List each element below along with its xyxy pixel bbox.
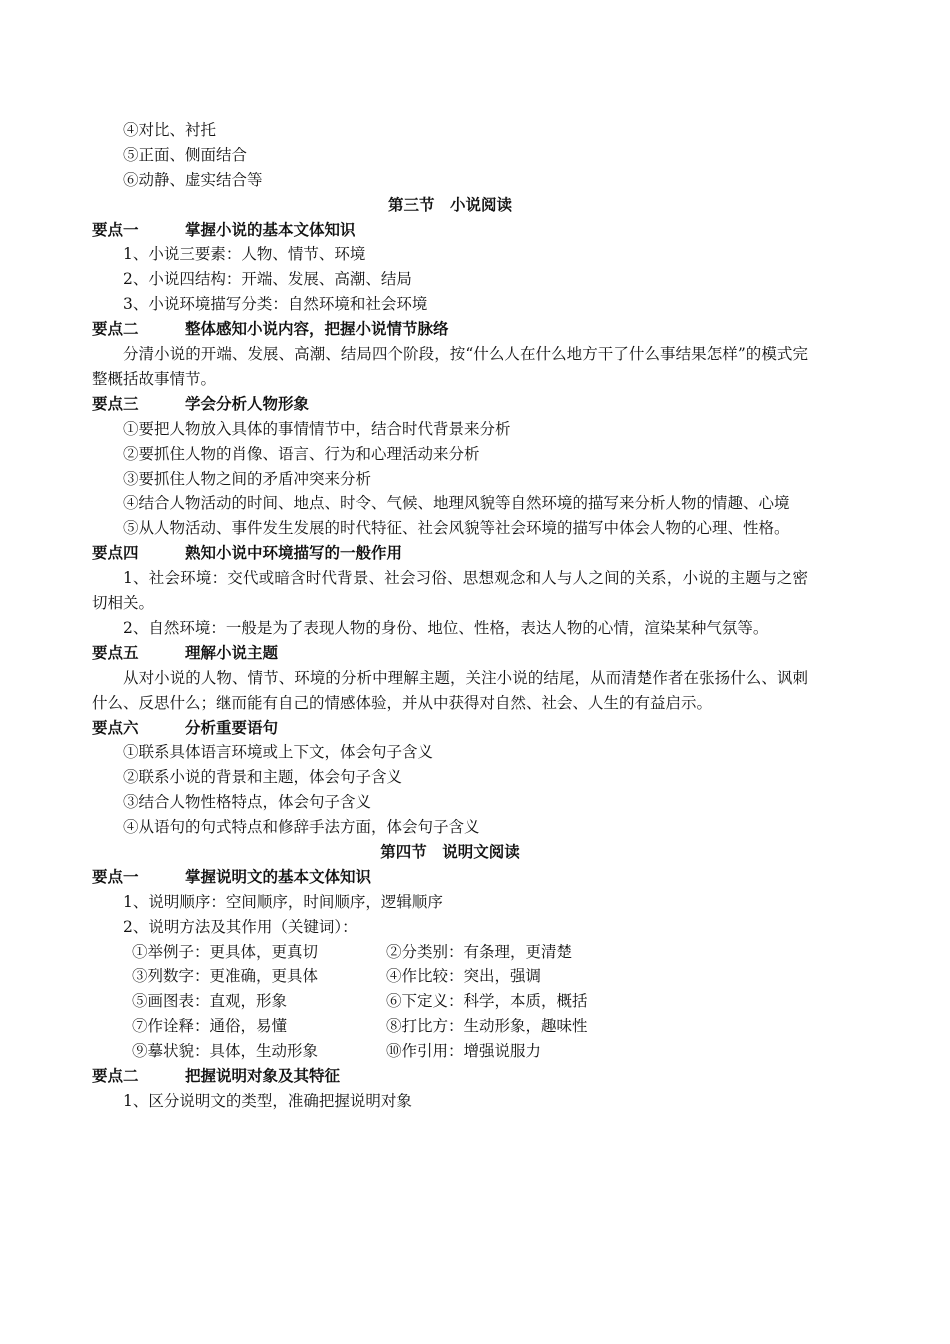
method-item: ⑤画图表：直观，形象 — [132, 992, 288, 1011]
paragraph: 分清小说的开端、发展、高潮、结局四个阶段，按“什么人在什么地方干了什么事结果怎样”的模式完整概括故事情节。 — [92, 345, 808, 388]
paragraph: ④结合人物活动的时间、地点、时令、气候、地理风貌等自然环境的描写来分析人物的情趣、心境 — [123, 494, 790, 513]
list-item: ③要抓住人物之间的矛盾冲突来分析 — [123, 469, 372, 488]
list-item: ①联系具体语言环境或上下文，体会句子含义 — [123, 743, 434, 762]
list-item: 2、说明方法及其作用（关键词）： — [123, 917, 358, 936]
list-item: ④对比、衬托 — [123, 121, 217, 139]
list-item: ③结合人物性格特点，体会句子含义 — [123, 793, 372, 812]
method-row — [92, 964, 808, 989]
method-row — [92, 940, 808, 965]
method-row — [92, 1039, 808, 1064]
section-title: 第三节 小说阅读 — [387, 194, 512, 214]
point-key: 要点二 — [92, 319, 139, 339]
paragraph: 2、自然环境：一般是为了表现人物的身份、地位、性格，表达人物的心情，渲染某种气氛等。 — [123, 618, 769, 637]
point-heading — [92, 641, 808, 666]
method-item: ④作比较：突出，强调 — [386, 967, 542, 986]
point-heading — [92, 317, 808, 342]
point-heading — [92, 218, 808, 243]
point-key: 要点一 — [92, 219, 139, 239]
point-heading — [92, 392, 808, 417]
point-heading — [92, 865, 808, 890]
point-title: 把握说明对象及其特征 — [185, 1065, 341, 1085]
method-item: ①举例子：更具体，更真切 — [132, 942, 319, 961]
list-item: 3、小说环境描写分类：自然环境和社会环境 — [123, 295, 428, 314]
list-item: ②联系小说的背景和主题，体会句子含义 — [123, 768, 403, 787]
method-item: ⑧打比方：生动形象，趣味性 — [386, 1017, 588, 1036]
list-item: 1、说明顺序：空间顺序，时间顺序，逻辑顺序 — [123, 892, 443, 911]
list-item: ④从语句的句式特点和修辞手法方面，体会句子含义 — [123, 818, 480, 837]
list-item: 1、小说三要素：人物、情节、环境 — [123, 245, 366, 264]
list-item: 1、区分说明文的类型，准确把握说明对象 — [123, 1091, 412, 1110]
list-item: ②要抓住人物的肖像、语言、行为和心理活动来分析 — [123, 444, 480, 463]
method-item: ⑥下定义：科学，本质，概括 — [386, 992, 588, 1011]
list-item: 2、小说四结构：开端、发展、高潮、结局 — [123, 270, 412, 289]
point-title: 分析重要语句 — [185, 717, 279, 737]
method-item: ⑦作诠释：通俗，易懂 — [132, 1017, 288, 1036]
point-title: 掌握说明文的基本文体知识 — [185, 866, 372, 886]
point-heading — [92, 716, 808, 741]
point-key: 要点三 — [92, 393, 139, 413]
point-title: 整体感知小说内容，把握小说情节脉络 — [185, 319, 449, 339]
list-item: ①要把人物放入具体的事情情节中，结合时代背景来分析 — [123, 419, 511, 438]
section-title: 第四节 说明文阅读 — [380, 841, 520, 861]
point-title: 理解小说主题 — [185, 642, 279, 662]
paragraph: 1、社会环境：交代或暗含时代背景、社会习俗、思想观念和人与人之间的关系，小说的主题与之密切相关。 — [92, 569, 808, 612]
method-item: ⑩作引用：增强说服力 — [386, 1042, 542, 1061]
method-item: ②分类别：有条理，更清楚 — [386, 942, 573, 961]
paragraph: 从对小说的人物、情节、环境的分析中理解主题，关注小说的结尾，从而清楚作者在张扬什么、讽刺什么、反思什么；继而能有自己的情感体验，并从中获得对自然、社会、人生的有益启示。 — [92, 668, 808, 712]
point-title: 学会分析人物形象 — [185, 393, 310, 413]
point-key: 要点二 — [92, 1065, 139, 1085]
point-title: 掌握小说的基本文体知识 — [185, 219, 356, 239]
list-item: ⑤正面、侧面结合 — [123, 145, 248, 164]
method-row — [92, 1014, 808, 1039]
point-key: 要点六 — [92, 717, 139, 737]
point-heading — [92, 541, 808, 566]
point-key: 要点五 — [92, 642, 139, 662]
method-item: ⑨摹状貌：具体，生动形象 — [132, 1042, 319, 1061]
document-page — [92, 118, 808, 1114]
point-heading — [92, 1064, 808, 1089]
point-key: 要点一 — [92, 866, 139, 886]
paragraph: ⑤从人物活动、事件发生发展的时代特征、社会风貌等社会环境的描写中体会人物的心理、性格。 — [123, 519, 790, 538]
point-title: 熟知小说中环境描写的一般作用 — [185, 543, 403, 563]
method-item: ③列数字：更准确，更具体 — [132, 967, 319, 986]
method-row — [92, 989, 808, 1014]
list-item: ⑥动静、虚实结合等 — [123, 170, 263, 189]
point-key: 要点四 — [92, 543, 139, 563]
